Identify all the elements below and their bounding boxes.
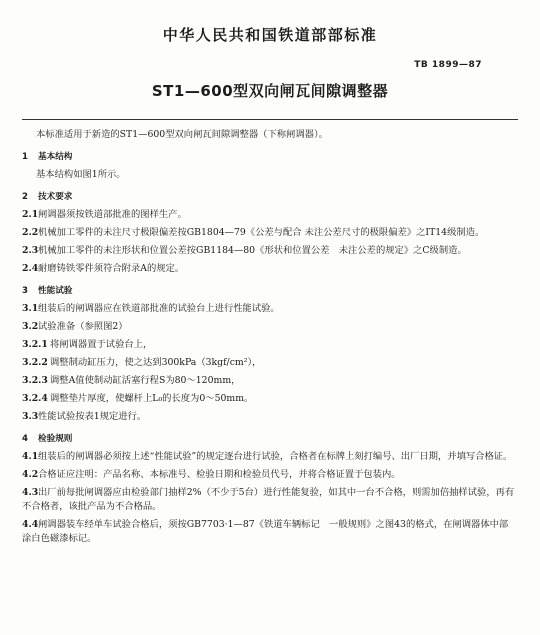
clause-3-2-3 xyxy=(22,374,516,388)
clause-4-3 xyxy=(22,486,516,514)
section-title: 技术要求 xyxy=(38,192,73,202)
clause-number: 3.2 xyxy=(22,321,39,332)
section-number: 2 xyxy=(22,192,28,202)
clause-text: 机械加工零件的未注尺寸极限偏差按GB1804—79《公差与配合 未注公差尺寸的极限偏差》之IT14级制造。 xyxy=(38,227,485,238)
clause-number: 3.2.1 xyxy=(22,339,48,350)
clause-4-4 xyxy=(22,518,516,546)
clause-text: 闸调器须按铁道部批准的图样生产。 xyxy=(38,209,187,220)
clause-number: 3.2.3 xyxy=(22,375,48,386)
clause-text: 出厂前每批闸调器应由检验部门抽样2%（不少于5台）进行性能复验，如其中一台不合格，则需加倍抽样试验，再有不合格者，该批产品为不合格品。 xyxy=(22,487,515,512)
clause-number: 2.3 xyxy=(22,245,39,256)
section-number: 3 xyxy=(22,286,28,296)
clause-number: 4.1 xyxy=(22,451,39,462)
clause-text: 将闸调器置于试验台上， xyxy=(50,339,153,350)
document-body xyxy=(22,124,516,550)
intro-paragraph: 本标准适用于新造的ST1—600型双向闸瓦间隙调整器（下称闸调器）。 xyxy=(36,129,328,140)
clause-text: 耐磨铸铁零件须符合附录A的规定。 xyxy=(38,263,185,274)
clause-number: 2.4 xyxy=(22,263,39,274)
section-title: 检验规则 xyxy=(38,434,73,444)
clause-number: 4.4 xyxy=(22,519,39,530)
clause-2-3 xyxy=(22,244,516,258)
clause-3-1 xyxy=(22,302,516,316)
clause-3-2 xyxy=(22,320,516,334)
clause-text: 组装后的闸调器必须按上述“性能试验”的规定逐台进行试验，合格者在标牌上刻打编号、出厂日期，并填写合格证。 xyxy=(38,451,513,462)
clause-2-1 xyxy=(22,208,516,222)
section-1-heading xyxy=(22,150,516,164)
document-title: ST1—600型双向闸瓦间隙调整器 xyxy=(151,82,389,100)
section-number: 4 xyxy=(22,434,28,444)
clause-number: 4.3 xyxy=(22,487,39,498)
clause-3-2-4 xyxy=(22,392,516,406)
clause-text: 试验准备（参照图2） xyxy=(38,321,128,332)
clause-3-2-1 xyxy=(22,338,516,352)
clause-4-2 xyxy=(22,468,516,482)
section-4-heading xyxy=(22,432,516,446)
section-title: 基本结构 xyxy=(38,152,73,162)
clause-3-2-2 xyxy=(22,356,516,370)
clause-text: 闸调器装车经单车试验合格后，须按GB7703·1—87《铁道车辆标记 一般规则》之图43的格式，在闸调器体中部涂白色磁漆标记。 xyxy=(22,519,509,544)
standard-number: TB 1899—87 xyxy=(414,60,482,70)
clause-2-2 xyxy=(22,226,516,240)
section-1-text: 基本结构如图1所示。 xyxy=(36,169,126,180)
clause-text: 机械加工零件的未注形状和位置公差按GB1184—80《形状和位置公差 未注公差的规定》之C级制造。 xyxy=(38,245,467,256)
clause-4-1 xyxy=(22,450,516,464)
clause-text: 性能试验按表1规定进行。 xyxy=(38,411,147,422)
clause-number: 3.3 xyxy=(22,411,39,422)
issuing-authority: 中华人民共和国铁道部部标准 xyxy=(162,26,378,44)
clause-text: 调整垫片厚度，使螺杆上L₀的长度为0～50mm。 xyxy=(50,393,254,404)
section-2-heading xyxy=(22,190,516,204)
clause-3-3 xyxy=(22,410,516,424)
clause-text: 调整A值使制动缸活塞行程S为80～120mm， xyxy=(50,375,241,386)
clause-number: 4.2 xyxy=(22,469,39,480)
clause-number: 2.2 xyxy=(22,227,39,238)
clause-number: 3.1 xyxy=(22,303,39,314)
clause-2-4 xyxy=(22,262,516,276)
clause-text: 合格证应注明：产品名称、本标准号、检验日期和检验员代号，并将合格证置于包装内。 xyxy=(38,469,401,480)
clause-number: 2.1 xyxy=(22,209,39,220)
clause-text: 组装后的闸调器应在铁道部批准的试验台上进行性能试验。 xyxy=(38,303,280,314)
section-3-heading xyxy=(22,284,516,298)
clause-number: 3.2.4 xyxy=(22,393,48,404)
section-title: 性能试验 xyxy=(38,286,73,296)
clause-number: 3.2.2 xyxy=(22,357,48,368)
clause-text: 调整制动缸压力，使之达到300kPa（3kgf/cm²）， xyxy=(50,357,262,368)
section-number: 1 xyxy=(22,152,28,162)
title-divider xyxy=(22,119,518,120)
